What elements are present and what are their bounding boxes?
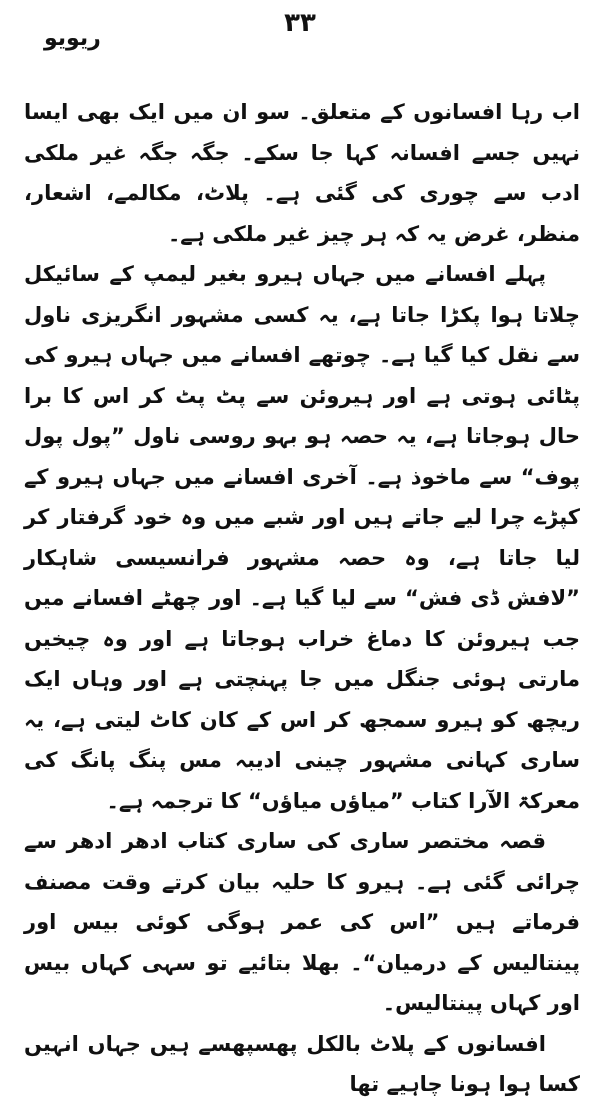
page-number: ۳۳ (284, 8, 316, 38)
body-text (24, 92, 580, 1105)
paragraph-2: پہلے افسانے میں جہاں ہیرو بغیر لیمپ کے سائیکل چلاتا ہوا پکڑا جاتا ہے، یہ کسی مشہور انگریزی ناول سے نقل کیا گیا ہے۔ چوتھے افسانے میں جہاں ہیرو کی پٹائی ہوتی ہے اور ہیروئن سے پٹ پٹ کر اس کا برا حال ہوجاتا ہے، یہ حصہ ہو بہو روسی ناول ”پول پول پوف“ سے ماخوذ ہے۔ آخری افسانے میں جہاں ہیرو کے کپڑے چرا لیے جاتے ہیں اور شبے میں وہ خود گرفتار کر لیا جاتا ہے، وہ حصہ مشہور فرانسیسی شاہکار ”لافش ڈی فش“ سے لیا گیا ہے۔ اور چھٹے افسانے میں جب ہیروئن کا دماغ خراب ہوجاتا ہے اور وہ چیخیں مارتی ہوئی جنگل میں جا پہنچتی ہے اور وہاں ایک ریچھ کو ہیرو سمجھ کر اس کے کان کاٹ لیتی ہے، یہ ساری کہانی مشہور چینی ادیبہ مس پنگ پانگ کی معرکۃ الآرا کتاب ”میاؤں میاؤں“ کا ترجمہ ہے۔ (24, 262, 580, 813)
paragraph-1: اب رہا افسانوں کے متعلق۔ سو ان میں ایک بھی ایسا نہیں جسے افسانہ کہا جا سکے۔ جگہ جگہ غیر ملکی ادب سے چوری کی گئی ہے۔ پلاٹ، مکالمے، اشعار، منظر، غرض یہ کہ ہر چیز غیر ملکی ہے۔ (24, 100, 580, 246)
running-head: ریویو (44, 26, 101, 51)
paragraph-4: افسانوں کے پلاٹ بالکل پھسپھسے ہیں جہاں انہیں کسا ہوا ہونا چاہیے تھا (24, 1031, 580, 1096)
paragraph-3: قصہ مختصر ساری کی ساری کتاب ادھر ادھر سے چرائی گئی ہے۔ ہیرو کا حلیہ بیان کرتے وقت مصنف فرماتے ہیں ”اس کی عمر ہوگی کوئی بیس اور پینتالیس کے درمیان“۔ بھلا بتائیے تو سہی کہاں بیس اور کہاں پینتالیس۔ (24, 829, 580, 1015)
